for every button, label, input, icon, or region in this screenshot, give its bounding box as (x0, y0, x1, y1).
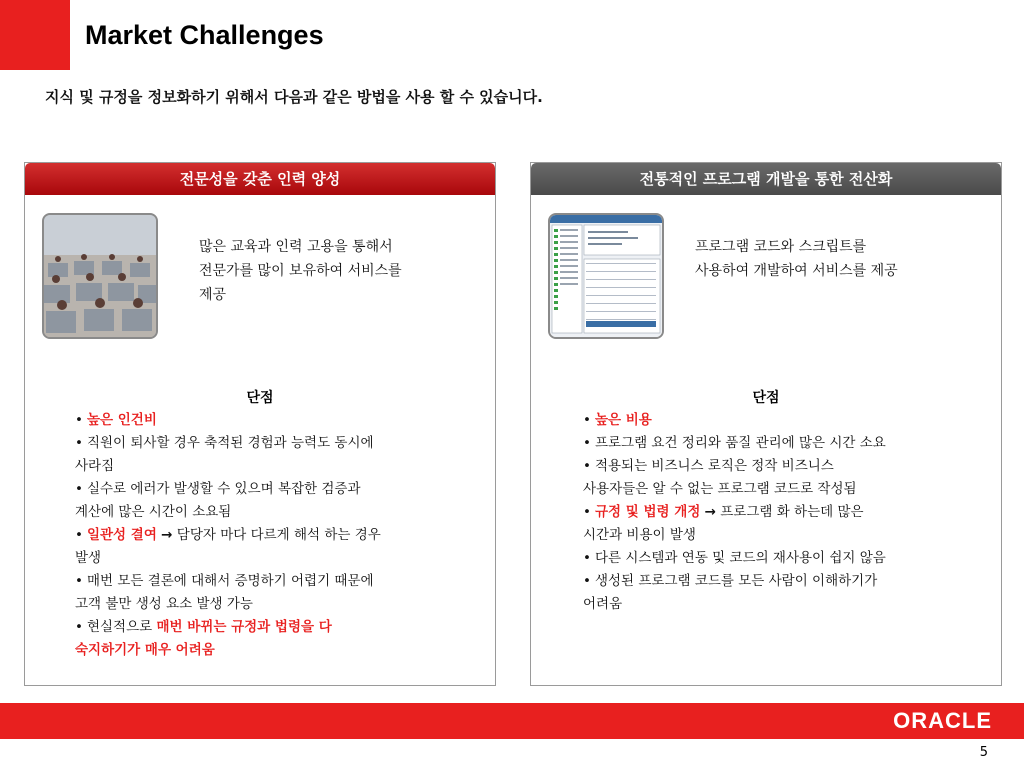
bullet-icon: • (75, 573, 83, 589)
list-item: • 높은 비용 (583, 412, 652, 428)
list-item-continuation: 사라짐 (75, 458, 115, 474)
cons-list (583, 409, 983, 616)
bullet-icon: • (75, 619, 83, 635)
bullet-icon: • (75, 527, 83, 543)
list-item: • 규정 및 법령 개정 → 프로그램 화 하는데 많은 (583, 504, 864, 520)
bullet-icon: • (583, 573, 591, 589)
list-item: • 실수로 에러가 발생할 수 있으며 복잡한 검증과 (75, 481, 361, 497)
panel-traditional-development (530, 162, 1002, 686)
list-item-continuation: 계산에 많은 시간이 소요됨 (75, 504, 232, 520)
list-item: • 다른 시스템과 연동 및 코드의 재사용이 쉽지 않음 (583, 550, 886, 566)
list-item: • 직원이 퇴사할 경우 축적된 경험과 능력도 동시에 (75, 435, 374, 451)
intro-text: 많은 교육과 인력 고용을 통해서 전문가를 많이 보유하여 서비스를 제공 (199, 239, 402, 303)
bullet-icon: • (75, 435, 83, 451)
panel-expert-staffing (24, 162, 496, 686)
list-item-continuation: 어려움 (583, 596, 623, 612)
bullet-icon: • (583, 504, 591, 520)
list-item-continuation: 시간과 비용이 발생 (583, 527, 696, 543)
bullet-icon: • (75, 412, 83, 428)
list-item-continuation: 사용자들은 알 수 없는 프로그램 코드로 작성됨 (583, 481, 857, 497)
list-item: • 매번 모든 결론에 대해서 증명하기 어렵기 때문에 (75, 573, 374, 589)
list-item-continuation: 고객 불만 생성 요소 발생 가능 (75, 596, 253, 612)
list-item: • 현실적으로 매번 바뀌는 규정과 법령을 다 (75, 619, 332, 635)
header-red-block (0, 0, 70, 70)
code-editor-screenshot (548, 213, 664, 339)
call-center-photo (42, 213, 158, 339)
bullet-icon: • (75, 481, 83, 497)
bullet-icon: • (583, 435, 591, 451)
arrow-right-icon: → (704, 504, 716, 520)
page-title: Market Challenges (85, 20, 324, 50)
page-number: 5 (979, 745, 988, 760)
cons-title: 단점 (752, 390, 780, 406)
arrow-right-icon: → (161, 527, 173, 543)
list-item: • 적용되는 비즈니스 로직은 정작 비즈니스 (583, 458, 834, 474)
bullet-icon: • (583, 412, 591, 428)
panel-header-expert-staffing: 전문성을 갖춘 인력 양성 (25, 163, 495, 195)
page-subtitle: 지식 및 규정을 정보화하기 위해서 다음과 같은 방법을 사용 할 수 있습니다. (45, 88, 543, 106)
intro-text: 프로그램 코드와 스크립트를 사용하여 개발하여 서비스를 제공 (695, 239, 898, 279)
oracle-logo: ORACLE (893, 708, 992, 733)
bullet-icon: • (583, 458, 591, 474)
panel-header-traditional-development: 전통적인 프로그램 개발을 통한 전산화 (531, 163, 1001, 195)
cons-title: 단점 (246, 390, 274, 406)
bullet-icon: • (583, 550, 591, 566)
list-item: • 높은 인건비 (75, 412, 157, 428)
footer-bar (0, 703, 1024, 739)
list-item-continuation: 숙지하기가 매우 어려움 (75, 642, 215, 658)
list-item: • 프로그램 요건 정리와 품질 관리에 많은 시간 소요 (583, 435, 886, 451)
list-item: • 일관성 결여 → 담당자 마다 다르게 해석 하는 경우 (75, 527, 381, 543)
list-item-continuation: 발생 (75, 550, 102, 566)
list-item: • 생성된 프로그램 코드를 모든 사람이 이해하기가 (583, 573, 878, 589)
cons-list (75, 409, 465, 662)
